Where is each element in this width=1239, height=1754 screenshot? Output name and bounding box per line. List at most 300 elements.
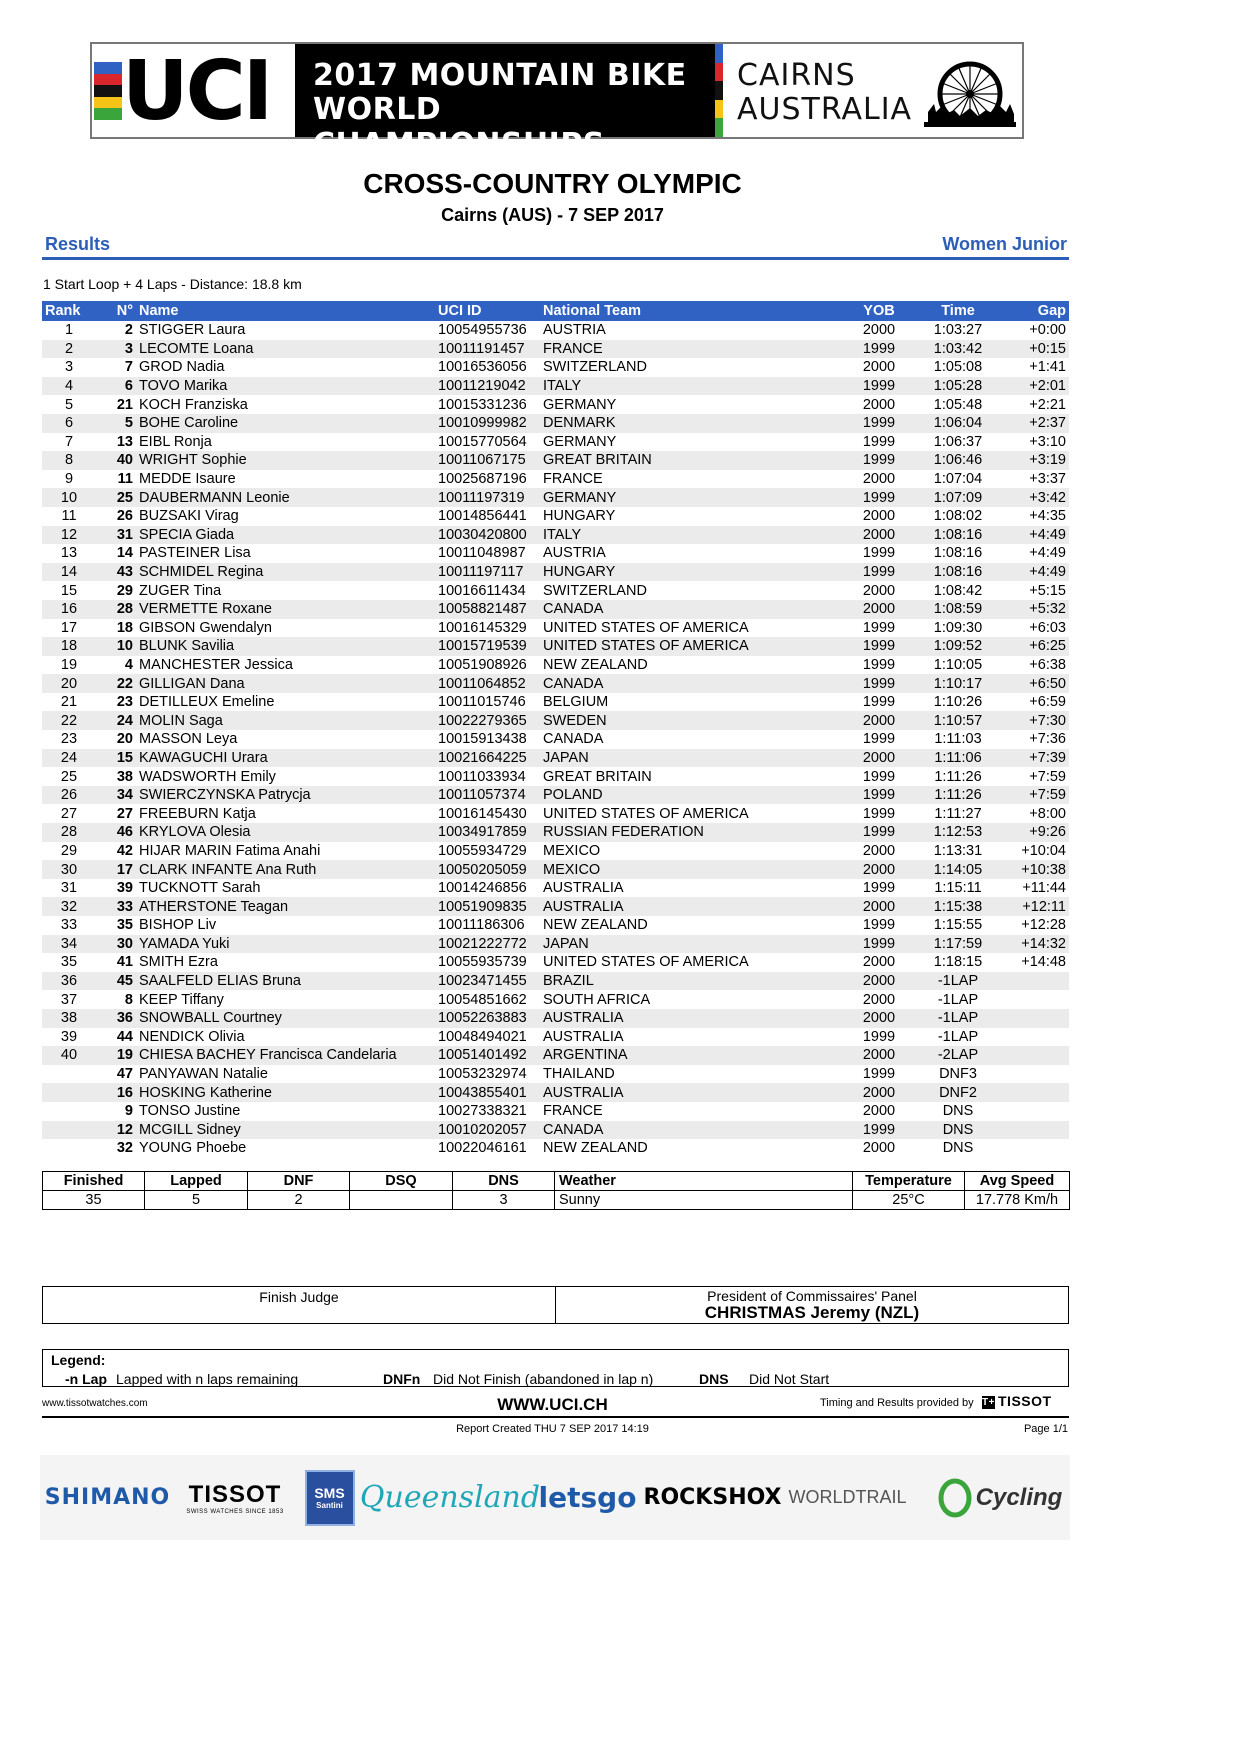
cell-gap: [998, 972, 1069, 991]
cell-name: KRYLOVA Olesia: [136, 823, 435, 842]
cell-name: HIJAR MARIN Fatima Anahi: [139, 842, 321, 859]
cell-gap: [998, 1028, 1069, 1047]
table-row: [42, 953, 1069, 972]
cell-name: CLARK INFANTE Ana Ruth: [136, 860, 435, 879]
cell-uci-id: 10011015746: [438, 694, 526, 711]
cell-name: SNOWBALL Courtney: [136, 1009, 435, 1028]
summary-weather-value: Sunny: [555, 1191, 853, 1210]
cell-yob: 1999: [840, 1121, 918, 1140]
cell-time: -2LAP: [918, 1046, 998, 1065]
cell-yob: 1999: [840, 935, 918, 954]
cell-yob: 1999: [862, 805, 896, 822]
cell-number: 9: [124, 1103, 133, 1120]
cell-uci-id: 10043855401: [435, 1083, 540, 1102]
legend-lap-text: Lapped with n laps remaining: [116, 1371, 299, 1387]
banner-title-line2: WORLD CHAMPIONSHIPS: [313, 92, 605, 162]
cell-national-team: BRAZIL: [540, 972, 840, 991]
summary-dns-value: 3: [453, 1191, 555, 1210]
cell-number: 23: [116, 694, 133, 711]
cell-gap: [998, 1046, 1069, 1065]
cell-uci-id: 10011197117: [435, 563, 540, 582]
cell-gap: +3:42: [998, 488, 1069, 507]
cell-national-team: GREAT BRITAIN: [540, 451, 840, 470]
cell-gap: +4:35: [1029, 508, 1066, 525]
cell-number: 39: [116, 880, 133, 897]
table-row: [42, 972, 1069, 991]
cell-number: 27: [116, 805, 133, 822]
cell-national-team: NEW ZEALAND: [543, 656, 648, 673]
cell-yob: 1999: [840, 786, 918, 805]
cell-rank: 28: [42, 823, 96, 842]
cell-time: -1LAP: [918, 1009, 998, 1028]
cell-national-team: ARGENTINA: [540, 1046, 840, 1065]
summary-table: [42, 1171, 1070, 1210]
cell-uci-id: 10055935739: [438, 954, 527, 971]
banner-title-line1: 2017 MOUNTAIN BIKE: [313, 58, 687, 93]
summary-finished-label: Finished: [43, 1172, 145, 1191]
cell-name: NENDICK Olivia: [139, 1028, 245, 1045]
uci-logo: UCI: [122, 44, 271, 139]
cell-yob: 2000: [840, 897, 918, 916]
category-label: Women Junior: [942, 234, 1067, 254]
cell-gap: +12:28: [1021, 917, 1066, 934]
cell-time: 1:18:15: [933, 954, 983, 971]
cell-national-team: GREAT BRITAIN: [543, 768, 652, 785]
cell-rank: 36: [42, 972, 96, 991]
cell-yob: 1999: [840, 674, 918, 693]
worldtrail-logo: WORLDTRAIL: [788, 1487, 907, 1507]
cell-gap: [998, 1121, 1069, 1140]
cell-national-team: ITALY: [540, 526, 840, 545]
cell-rank: 6: [42, 414, 96, 433]
cell-rank: 22: [42, 711, 96, 730]
cell-uci-id: 10011033934: [438, 768, 526, 785]
cell-uci-id: 10052263883: [435, 1009, 540, 1028]
tissot-logo-text: TISSOT: [998, 1393, 1052, 1409]
cell-name: LECOMTE Loana: [136, 340, 435, 359]
cell-uci-id: 10010202057: [435, 1121, 540, 1140]
cell-time: 1:08:59: [918, 600, 998, 619]
table-row: [42, 377, 1069, 396]
cell-number: 29: [116, 582, 133, 599]
table-row: [42, 619, 1069, 638]
cell-uci-id: 10025687196: [438, 471, 527, 488]
cell-rank: 40: [42, 1046, 96, 1065]
tissot-logo-wordmark: TISSOT: [188, 1480, 282, 1508]
cell-national-team: AUSTRALIA: [543, 1028, 624, 1045]
summary-dnf-label: DNF: [248, 1172, 350, 1191]
cell-uci-id: 10015770564: [438, 433, 527, 450]
tissot-site-link[interactable]: www.tissotwatches.com: [42, 1398, 148, 1409]
cell-gap: +3:19: [998, 451, 1069, 470]
cell-uci-id: 10048494021: [438, 1028, 527, 1045]
cell-national-team: THAILAND: [543, 1066, 615, 1083]
cell-rank: 35: [60, 954, 78, 971]
cell-time: 1:13:31: [933, 842, 983, 859]
finish-judge-cell: [43, 1287, 556, 1323]
cell-uci-id: 10051908926: [438, 656, 527, 673]
legend-box: [42, 1349, 1069, 1387]
cell-national-team: UNITED STATES OF AMERICA: [543, 954, 749, 971]
summary-header-row: [43, 1172, 1070, 1191]
sms-text: SMS: [314, 1485, 345, 1501]
cell-name: BISHOP Liv: [139, 917, 217, 934]
table-row: [42, 1083, 1069, 1102]
table-row: [42, 581, 1069, 600]
cell-number: 5: [96, 414, 136, 433]
cell-rank: 37: [60, 991, 78, 1008]
cell-uci-id: 10014856441: [438, 508, 527, 525]
cell-national-team: CANADA: [540, 1121, 840, 1140]
santini-text: Santini: [316, 1501, 343, 1510]
cell-uci-id: 10011067175: [435, 451, 540, 470]
cell-yob: 2000: [862, 471, 896, 488]
summary-dns-label: DNS: [453, 1172, 555, 1191]
cell-national-team: SWITZERLAND: [543, 359, 647, 376]
cell-yob: 2000: [840, 972, 918, 991]
uci-rainbow-stripes: [94, 62, 122, 120]
cell-time: 1:08:42: [933, 582, 983, 599]
cell-number: 26: [116, 508, 133, 525]
officials-box: [42, 1286, 1069, 1324]
summary-dsq-label: DSQ: [350, 1172, 453, 1191]
cell-rank: 29: [60, 842, 78, 859]
cell-time: 1:08:02: [933, 508, 983, 525]
cell-time: 1:06:04: [918, 414, 998, 433]
cell-gap: +12:11: [998, 897, 1069, 916]
cell-yob: 1999: [862, 619, 896, 636]
cell-yob: 2000: [840, 749, 918, 768]
cell-number: 13: [116, 433, 133, 450]
footer-divider: [42, 1416, 1069, 1418]
table-row: [42, 804, 1069, 823]
cell-number: 11: [117, 471, 133, 488]
cell-gap: +8:00: [1029, 805, 1066, 822]
legend-dns-text: Did Not Start: [749, 1371, 830, 1387]
cell-rank: 14: [42, 563, 96, 582]
summary-finished-value: 35: [43, 1191, 145, 1210]
table-row: [42, 470, 1069, 489]
cell-yob: 2000: [840, 1009, 918, 1028]
table-row: [42, 935, 1069, 954]
cell-gap: +0:00: [1029, 322, 1066, 339]
table-row: [42, 767, 1069, 786]
cell-national-team: CANADA: [543, 731, 604, 748]
col-time: Time: [918, 301, 998, 321]
cell-gap: +2:37: [998, 414, 1069, 433]
cell-rank: [42, 1102, 96, 1121]
cell-name: BUZSAKI Virag: [139, 508, 239, 525]
cell-national-team: AUSTRIA: [543, 545, 606, 562]
cell-national-team: AUSTRALIA: [540, 1009, 840, 1028]
cell-yob: 1999: [840, 563, 918, 582]
shimano-logo: SHIMANO: [44, 1485, 171, 1510]
cell-name: PASTEINER Lisa: [139, 545, 251, 562]
table-row: [42, 693, 1069, 712]
cell-name: SWIERCZYNSKA Patrycja: [136, 786, 435, 805]
cycling-swoosh-icon: [938, 1478, 972, 1518]
cell-name: WRIGHT Sophie: [136, 451, 435, 470]
table-row: [42, 990, 1069, 1009]
cell-national-team: MEXICO: [543, 842, 601, 859]
cell-uci-id: 10055934729: [438, 842, 527, 859]
uci-url-link[interactable]: WWW.UCI.CH: [497, 1395, 608, 1414]
cell-number: 41: [116, 954, 133, 971]
cell-name: KEEP Tiffany: [139, 991, 224, 1008]
table-row: [42, 711, 1069, 730]
cell-national-team: GERMANY: [543, 396, 617, 413]
cell-number: 38: [116, 768, 133, 785]
summary-temperature-label: Temperature: [853, 1172, 965, 1191]
cell-number: 28: [96, 600, 136, 619]
cell-time: -1LAP: [937, 991, 979, 1008]
cell-uci-id: 10011057374: [435, 786, 540, 805]
table-row: [42, 1102, 1069, 1121]
cell-national-team: GERMANY: [540, 488, 840, 507]
cell-name: MANCHESTER Jessica: [139, 656, 293, 673]
cell-time: 1:09:52: [918, 637, 998, 656]
cell-yob: 2000: [862, 396, 896, 413]
cell-number: 45: [96, 972, 136, 991]
cell-rank: 39: [60, 1028, 78, 1045]
finish-judge-label: Finish Judge: [259, 1289, 339, 1305]
cell-name: CHIESA BACHEY Francisca Candelaria: [136, 1046, 435, 1065]
cell-uci-id: 10027338321: [438, 1103, 527, 1120]
cell-name: BOHE Caroline: [136, 414, 435, 433]
cell-uci-id: 10016145329: [438, 619, 527, 636]
cell-name: TOVO Marika: [136, 377, 435, 396]
cell-yob: 2000: [862, 1140, 896, 1157]
page-number: Page 1/1: [1023, 1423, 1068, 1435]
cell-time: 1:11:26: [934, 768, 982, 785]
cell-number: 17: [96, 860, 136, 879]
cell-uci-id: 10015913438: [438, 731, 527, 748]
queensland-logo: Queensland: [359, 1480, 541, 1515]
header-divider: [42, 257, 1069, 260]
cell-number: 22: [96, 674, 136, 693]
cell-national-team: GERMANY: [543, 433, 617, 450]
cell-national-team: SWEDEN: [540, 711, 840, 730]
table-row: [42, 637, 1069, 656]
cell-name: STIGGER Laura: [139, 322, 246, 339]
cell-rank: [42, 1139, 96, 1158]
banner-color-separator: [715, 44, 723, 137]
cell-time: 1:06:46: [918, 451, 998, 470]
cell-national-team: SWITZERLAND: [543, 582, 647, 599]
cell-gap: +7:59: [1029, 768, 1066, 785]
cell-uci-id: 10011186306: [438, 917, 525, 934]
cell-rank: 1: [64, 322, 74, 339]
cell-name: BLUNK Savilia: [136, 637, 435, 656]
legend-dnf-code: DNFn: [383, 1371, 421, 1387]
table-row: [42, 860, 1069, 879]
cell-gap: [998, 1139, 1069, 1158]
legend-dns-code: DNS: [699, 1371, 729, 1387]
cell-name: MEDDE Isaure: [139, 471, 236, 488]
col-number: N°: [96, 301, 136, 321]
cell-name: YOUNG Phoebe: [139, 1140, 247, 1157]
cell-national-team: JAPAN: [540, 935, 840, 954]
cell-time: 1:05:28: [918, 377, 998, 396]
cell-time: 1:12:53: [918, 823, 998, 842]
cell-yob: 1999: [862, 768, 896, 785]
cell-number: 6: [96, 377, 136, 396]
cell-yob: 2000: [862, 508, 896, 525]
cell-gap: +6:25: [998, 637, 1069, 656]
cell-time: 1:15:11: [934, 880, 982, 897]
summary-value-row: [43, 1191, 1070, 1210]
table-row: [42, 340, 1069, 359]
table-row: [42, 414, 1069, 433]
cell-rank: 3: [64, 359, 74, 376]
cell-rank: 5: [64, 396, 74, 413]
cell-uci-id: 10023471455: [435, 972, 540, 991]
table-row: [42, 749, 1069, 768]
cell-time: 1:05:48: [933, 396, 983, 413]
summary-avg-speed-value: 17.778 Km/h: [965, 1191, 1070, 1210]
cell-number: 35: [116, 917, 133, 934]
cell-uci-id: 10022279365: [435, 711, 540, 730]
cell-time: 1:06:37: [933, 433, 983, 450]
col-uci-id: UCI ID: [435, 301, 540, 321]
cell-gap: +4:49: [1029, 545, 1066, 562]
cell-number: 7: [124, 359, 133, 376]
banner-city: CAIRNS: [737, 58, 856, 93]
cell-gap: [998, 1065, 1069, 1084]
table-row: [42, 507, 1069, 526]
sms-santini-logo: [302, 1455, 357, 1540]
cycling-logo-text: Cycling: [975, 1483, 1063, 1511]
report-created: Report Created THU 7 SEP 2017 14:19: [456, 1423, 649, 1435]
cell-gap: +7:36: [1029, 731, 1066, 748]
cell-yob: 2000: [840, 526, 918, 545]
cell-yob: 1999: [840, 377, 918, 396]
cell-uci-id: 10011197319: [435, 488, 540, 507]
cell-number: 10: [96, 637, 136, 656]
cell-uci-id: 10014246856: [438, 880, 527, 897]
cycling-australia-logo: [930, 1455, 1070, 1540]
cell-rank: 30: [42, 860, 96, 879]
table-row: [42, 1139, 1069, 1158]
cell-time: 1:11:06: [918, 749, 998, 768]
cell-rank: 13: [60, 545, 78, 562]
cell-rank: 32: [42, 897, 96, 916]
table-row: [42, 916, 1069, 935]
cell-uci-id: 10015719539: [435, 637, 540, 656]
cell-national-team: AUSTRALIA: [540, 897, 840, 916]
cell-name: SMITH Ezra: [139, 954, 218, 971]
cell-number: 15: [96, 749, 136, 768]
cell-time: DNS: [942, 1140, 974, 1157]
col-name: Name: [136, 301, 435, 321]
event-banner: [90, 42, 1024, 162]
cell-gap: +4:49: [998, 526, 1069, 545]
table-row: [42, 526, 1069, 545]
cell-gap: +7:30: [998, 711, 1069, 730]
cell-rank: 17: [60, 619, 78, 636]
cell-name: WADSWORTH Emily: [139, 768, 276, 785]
cell-number: 44: [116, 1028, 133, 1045]
cell-yob: 2000: [862, 954, 896, 971]
cell-yob: 2000: [840, 1083, 918, 1102]
cell-time: 1:15:38: [918, 897, 998, 916]
cell-yob: 1999: [862, 731, 896, 748]
cell-uci-id: 10051401492: [435, 1046, 540, 1065]
cell-yob: 2000: [840, 600, 918, 619]
cell-name: GIBSON Gwendalyn: [139, 619, 272, 636]
cell-gap: +3:37: [1029, 471, 1066, 488]
cell-time: 1:03:27: [933, 322, 983, 339]
cell-yob: 1999: [862, 545, 896, 562]
cell-number: 30: [96, 935, 136, 954]
cell-rank: 27: [60, 805, 78, 822]
cell-name: YAMADA Yuki: [136, 935, 435, 954]
cell-rank: [42, 1083, 96, 1102]
cell-national-team: UNITED STATES OF AMERICA: [543, 805, 749, 822]
cell-name: KAWAGUCHI Urara: [136, 749, 435, 768]
cell-gap: +9:26: [998, 823, 1069, 842]
cell-national-team: NEW ZEALAND: [543, 1140, 648, 1157]
cell-number: 40: [96, 451, 136, 470]
cell-yob: 2000: [840, 711, 918, 730]
table-row: [42, 730, 1069, 749]
cell-gap: +10:38: [998, 860, 1069, 879]
cell-name: GROD Nadia: [139, 359, 225, 376]
page-subtitle: Cairns (AUS) - 7 SEP 2017: [441, 205, 664, 225]
cell-gap: [998, 1083, 1069, 1102]
cell-national-team: SOUTH AFRICA: [543, 991, 651, 1008]
cell-uci-id: 10010999982: [435, 414, 540, 433]
cell-rank: 26: [42, 786, 96, 805]
cell-national-team: FRANCE: [543, 1103, 603, 1120]
table-row: [42, 786, 1069, 805]
summary-dnf-value: 2: [248, 1191, 350, 1210]
cell-time: 1:14:05: [918, 860, 998, 879]
cell-name: SAALFELD ELIAS Bruna: [136, 972, 435, 991]
cell-rank: 21: [60, 694, 78, 711]
cell-gap: +7:59: [998, 786, 1069, 805]
cell-number: 21: [116, 396, 133, 413]
table-row: [42, 656, 1069, 675]
cell-time: 1:11:27: [934, 805, 982, 822]
cell-number: 3: [96, 340, 136, 359]
page-title: CROSS-COUNTRY OLYMPIC: [363, 168, 742, 199]
cell-number: 19: [96, 1046, 136, 1065]
cell-national-team: UNITED STATES OF AMERICA: [543, 619, 749, 636]
table-row: [42, 433, 1069, 452]
cell-name: TUCKNOTT Sarah: [139, 880, 261, 897]
cell-national-team: JAPAN: [540, 749, 840, 768]
table-row: [42, 563, 1069, 582]
cell-national-team: FRANCE: [543, 471, 603, 488]
cell-rank: 7: [64, 433, 74, 450]
table-row: [42, 1046, 1069, 1065]
cell-gap: +1:41: [1029, 359, 1066, 376]
table-row: [42, 600, 1069, 619]
tissot-logo: [180, 1455, 290, 1540]
cell-time: 1:11:03: [934, 731, 982, 748]
sponsor-strip: [40, 1455, 1070, 1540]
cell-national-team: ITALY: [540, 377, 840, 396]
cell-time: DNS: [942, 1103, 974, 1120]
table-row: [42, 451, 1069, 470]
cell-national-team: MEXICO: [540, 860, 840, 879]
cell-national-team: DENMARK: [540, 414, 840, 433]
cell-uci-id: 10051909835: [435, 897, 540, 916]
col-rank: Rank: [42, 301, 96, 321]
cell-gap: +11:44: [1022, 880, 1066, 897]
col-gap: Gap: [998, 301, 1069, 321]
